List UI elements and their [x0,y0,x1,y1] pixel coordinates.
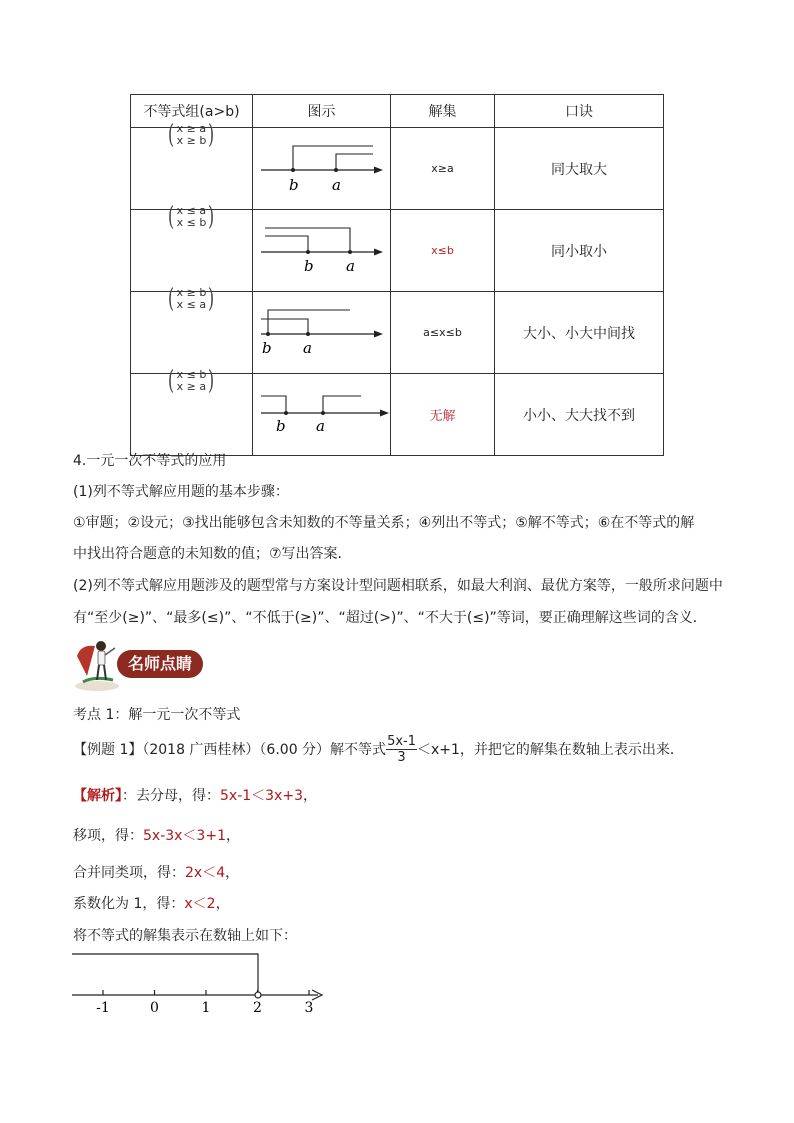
inequality-table [130,94,664,456]
system-cell: ( x ≤ b x ≥ a ) [131,374,253,456]
solution-cell: 无解 [391,374,495,456]
system-cell: ( x ≥ a x ≥ b ) [131,128,253,210]
chant-cell: 同大取大 [495,128,664,210]
steps-line-2: 中找出符合题意的未知数的值；⑦写出答案． [73,546,352,562]
subsection-2-line-1: (2)列不等式解应用题涉及的题型常与方案设计型问题相联系，如最大利润、最优方案等，一般所求问题中 [73,578,723,594]
solution-number-line [60,946,340,1021]
diagram-cell [253,374,391,456]
number-line-tick-label: 3 [304,1000,314,1016]
table-row [131,210,664,292]
solution-line-4 [73,894,230,914]
solution-punct: ， [225,865,240,881]
system-line: x ≤ b [176,215,207,229]
number-line-diagram [253,292,391,369]
diagram-cell [253,292,391,374]
number-line-tick-label: 2 [253,1000,262,1016]
system-line: x ≤ a [176,203,207,217]
steps-line-1: ①审题；②设元；③找出能够包含未知数的不等量关系；④列出不等式；⑤解不等式；⑥在不等式的解 [73,515,695,531]
number-line-diagram [253,128,391,205]
example-prefix: 【例题 1】（2018 广西桂林）（6.00 分）解不等式 [73,741,387,758]
solution-text: ：去分母，得： [122,788,220,804]
fraction-denominator: 3 [397,750,406,765]
fraction-numerator: 5x-1 [387,734,416,749]
label-a: a [303,339,312,357]
solution-line-3 [73,863,239,883]
system-line: x ≤ a [176,297,207,311]
table-row [131,128,664,210]
system-line: x ≥ b [176,133,207,147]
header-system: 不等式组(a>b) [131,95,253,128]
example-fraction [386,734,417,765]
label-b: b [262,339,272,357]
system-line: x ≥ b [176,285,207,299]
solution-math: 5x-3x＜3+1 [143,828,226,844]
kaodian-heading: 考点 1：解一元一次不等式 [73,707,241,723]
table-row [131,292,664,374]
solution-line-2 [73,826,240,846]
system-line: x ≥ a [176,121,207,135]
solution-text: 系数化为 1，得： [73,896,185,912]
number-line-tick-label: 0 [150,1000,159,1016]
table-row [131,374,664,456]
header-chant: 口诀 [495,95,664,128]
label-b: b [304,257,314,275]
example-suffix: ＜x+1，并把它的解集在数轴上表示出来． [417,741,684,758]
solution-punct: ， [215,896,230,912]
solution-math: x＜2 [184,896,216,912]
solution-cell: x≤b [391,210,495,292]
system-line: x ≥ a [176,379,207,393]
header-solution: 解集 [391,95,495,128]
solution-line-5: 将不等式的解集表示在数轴上如下： [73,928,297,944]
number-line-diagram [253,210,391,287]
label-a: a [346,257,355,275]
solution-math: 2x＜4 [185,865,226,881]
chant-cell: 同小取小 [495,210,664,292]
solution-punct: ， [225,828,240,844]
solution-cell: a≤x≤b [391,292,495,374]
number-line-tick-label: -1 [96,1000,110,1016]
solution-tag: 【解析】 [73,788,122,804]
label-a: a [316,417,325,435]
chant-cell: 大小、小大中间找 [495,292,664,374]
teacher-tips-badge [73,636,203,694]
subsection-2-line-2: 有“至少(≥)”、“最多(≤)”、“不低于(≥)”、“超过(>)”、“不大于(≤)”等词，要正确理解这些词的含义． [73,610,707,626]
number-line-tick-label: 1 [201,1000,211,1016]
solution-cell: x≥a [391,128,495,210]
diagram-cell [253,128,391,210]
subsection-1: (1)列不等式解应用题的基本步骤： [73,484,289,500]
open-point [255,992,261,998]
solution-text: 移项，得： [73,828,143,844]
solution-text: 合并同类项，得： [73,865,185,881]
solution-punct: ， [302,788,317,804]
chant-cell: 小小、大大找不到 [495,374,664,456]
section-title: 4.一元一次不等式的应用 [73,453,227,469]
solution-math: 5x-1＜3x+3 [220,788,303,804]
solution-line-1 [73,786,317,806]
label-a: a [332,176,341,194]
number-line-diagram [253,374,391,451]
system-cell: ( x ≤ a x ≤ b ) [131,210,253,292]
label-b: b [289,176,299,194]
system-cell: ( x ≥ b x ≤ a ) [131,292,253,374]
label-b: b [276,417,286,435]
example-1 [73,734,684,765]
header-diagram: 图示 [253,95,391,128]
badge-label: 名师点睛 [117,650,203,678]
system-line: x ≤ b [176,367,207,381]
diagram-cell [253,210,391,292]
